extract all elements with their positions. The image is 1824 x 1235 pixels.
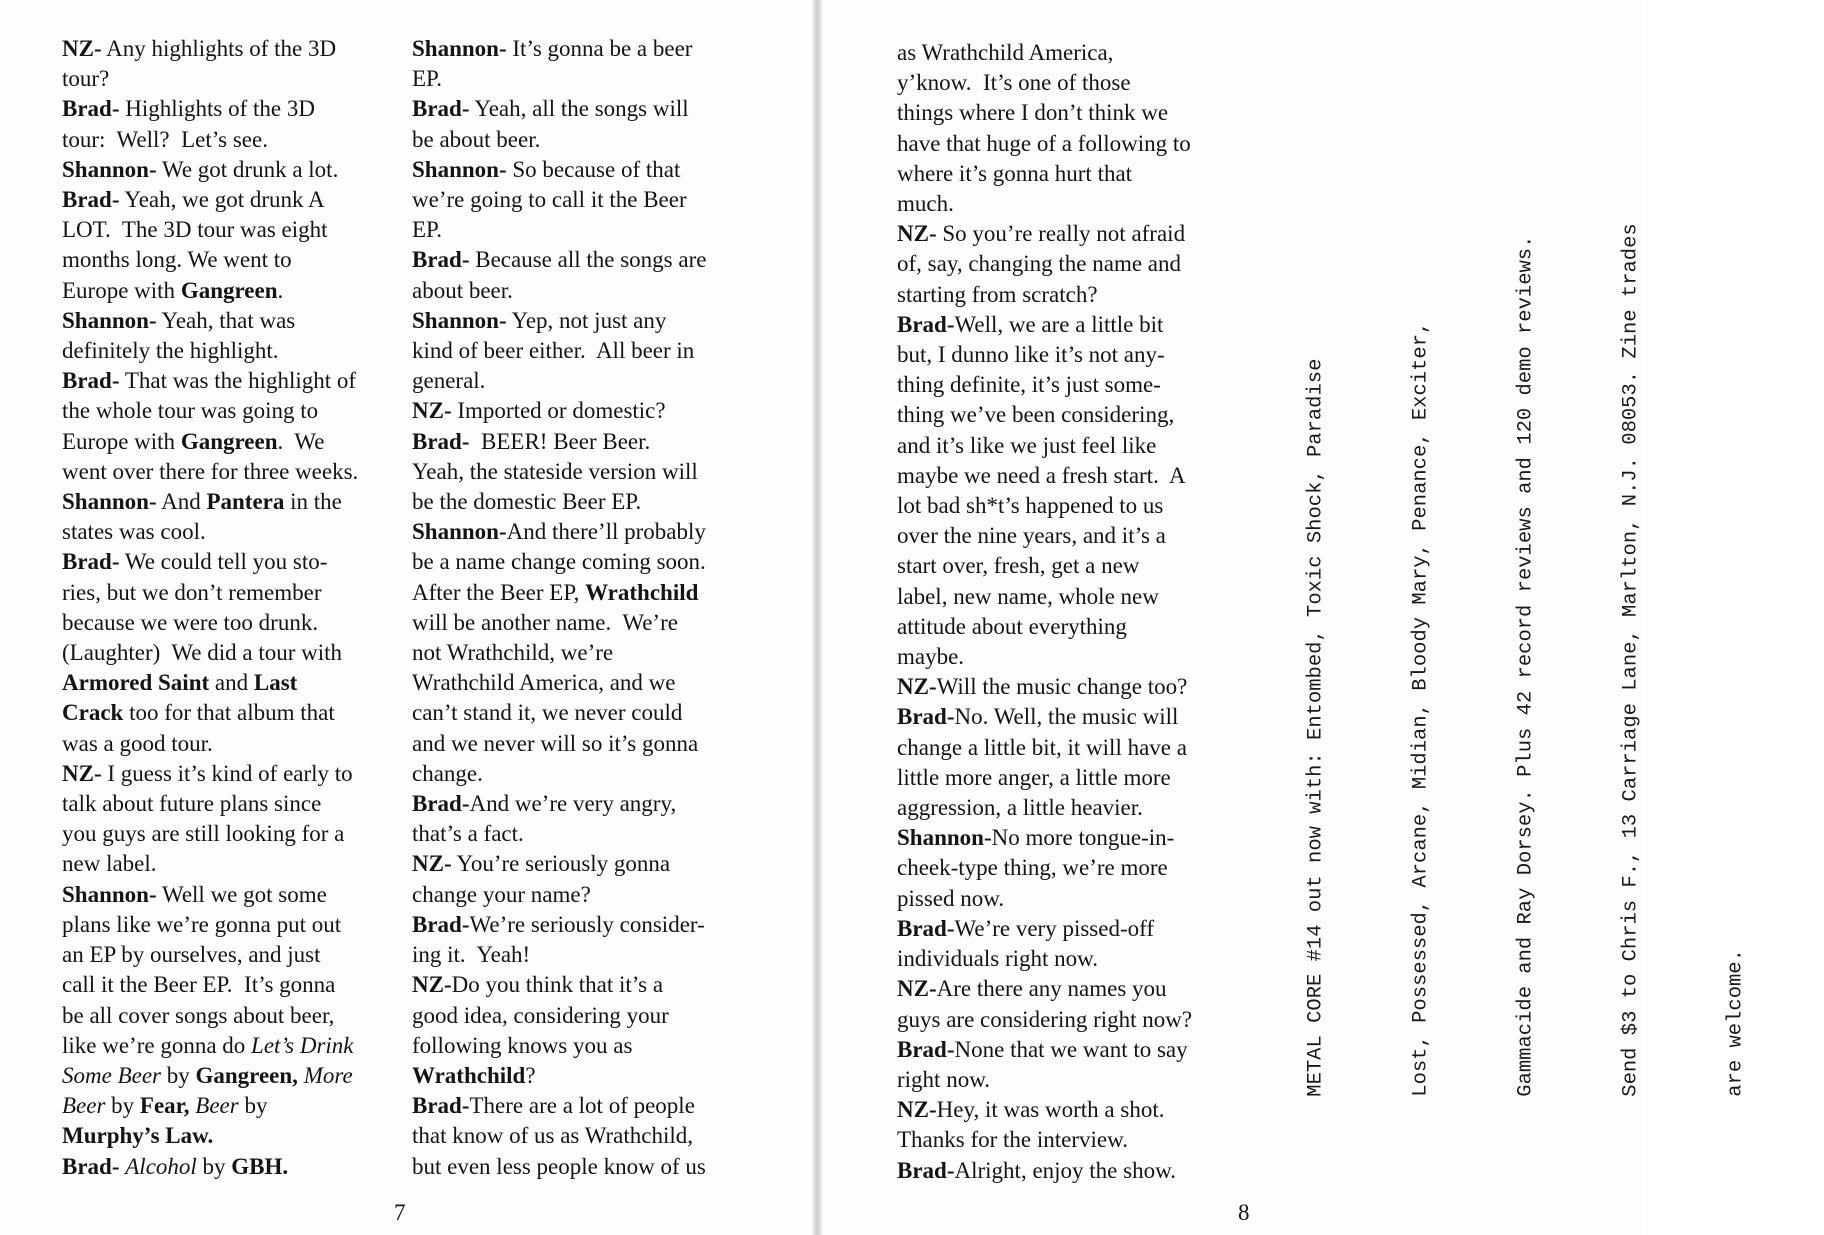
text-line xyxy=(62,547,392,577)
line-text: Highlights of the 3D xyxy=(119,96,315,122)
text-line xyxy=(897,884,1237,914)
italic-text: Beer xyxy=(195,1093,239,1119)
bold-text: Brad- xyxy=(62,96,120,122)
line-text: Yep, not just any xyxy=(506,307,667,333)
line-text: be all cover songs about beer, xyxy=(62,1002,335,1028)
bold-text: Shannon- xyxy=(62,881,157,907)
bold-text: Armored Saint xyxy=(62,670,210,696)
line-text: that know of us as Wrathchild, xyxy=(412,1123,693,1149)
bold-text: Brad- xyxy=(412,1093,470,1119)
text-line xyxy=(897,310,1237,340)
line-text: Imported or domestic? xyxy=(451,398,666,424)
text-line xyxy=(62,1152,392,1182)
text-line xyxy=(897,853,1237,883)
line-text: states was cool. xyxy=(62,519,206,545)
text-line xyxy=(897,461,1237,491)
line-text: by xyxy=(196,1153,232,1179)
line-text: you guys are still looking for a xyxy=(62,821,345,847)
text-line xyxy=(62,910,392,940)
line-text: following knows you as xyxy=(412,1032,633,1058)
line-text: EP. xyxy=(412,217,443,243)
line-text: call it the Beer EP. It’s gonna xyxy=(62,972,336,998)
bold-text: Shannon- xyxy=(62,489,157,515)
line-text: pissed now. xyxy=(897,885,1005,911)
text-line xyxy=(897,974,1237,1004)
bold-text: Brad- xyxy=(62,549,120,575)
italic-text: Beer xyxy=(62,1093,106,1119)
bold-text: Wrathchild xyxy=(412,1062,526,1088)
ad-line: Gammacide and Ray Dorsey. Plus 42 record reviews and 120 demo reviews. xyxy=(1514,235,1538,1097)
text-line xyxy=(412,276,742,306)
line-text: where it’s gonna hurt that xyxy=(897,160,1133,186)
text-line xyxy=(897,1156,1237,1186)
text-line xyxy=(62,880,392,910)
line-text: You’re seriously gonna xyxy=(451,851,671,877)
line-text: talk about future plans since xyxy=(62,791,322,817)
interview-column-1 xyxy=(62,34,392,1182)
line-text: Yeah, that was xyxy=(156,307,296,333)
line-text: and xyxy=(209,670,254,696)
line-text: So because of that xyxy=(506,156,681,182)
text-line xyxy=(412,849,742,879)
text-line xyxy=(897,431,1237,461)
text-line xyxy=(412,608,742,638)
bold-text: Shannon- xyxy=(412,36,507,61)
bold-text: Crack xyxy=(62,700,124,726)
page-number-left: 7 xyxy=(394,1200,406,1225)
ad-line: METAL CORE #14 out now with: Entombed, Toxic Shock, Paradise xyxy=(1304,358,1328,1097)
text-line xyxy=(897,521,1237,551)
text-line xyxy=(62,1061,392,1091)
text-line xyxy=(412,759,742,789)
bold-text: Brad- xyxy=(412,428,470,454)
text-line xyxy=(412,487,742,517)
text-line xyxy=(897,38,1237,68)
bold-text: NZ- xyxy=(897,221,937,247)
text-line xyxy=(897,370,1237,400)
italic-text: More xyxy=(303,1062,353,1088)
bold-text: GBH. xyxy=(231,1153,289,1179)
line-text: We’re very pissed-off xyxy=(954,915,1155,941)
line-text: that’s a fact. xyxy=(412,821,524,847)
text-line xyxy=(62,457,392,487)
line-text: by xyxy=(105,1093,140,1119)
bold-text: Wrathchild xyxy=(585,579,699,605)
bold-text: Last xyxy=(253,670,298,696)
text-line xyxy=(897,98,1237,128)
text-line xyxy=(62,1031,392,1061)
line-text: Well we got some xyxy=(156,881,327,907)
line-text: We’re seriously consider- xyxy=(469,911,705,937)
bold-text: Brad- xyxy=(897,311,955,337)
line-text: definitely the highlight. xyxy=(62,338,279,364)
line-text: BEER! Beer Beer. xyxy=(469,428,651,454)
bold-text: Gangreen xyxy=(180,277,278,303)
text-line xyxy=(412,34,742,64)
text-line xyxy=(412,457,742,487)
text-line xyxy=(62,427,392,457)
line-text: tour: Well? Let’s see. xyxy=(62,126,268,152)
bold-text: Brad- xyxy=(62,1153,120,1179)
line-text: Yeah, the stateside version will xyxy=(412,458,698,484)
line-text: things where I don’t think we xyxy=(897,100,1169,126)
text-line xyxy=(412,125,742,155)
bold-text: Brad- xyxy=(62,368,120,394)
line-text: plans like we’re gonna put out xyxy=(62,911,342,937)
bold-text: NZ- xyxy=(897,976,937,1002)
line-text: but even less people know of us xyxy=(412,1153,706,1179)
text-line xyxy=(897,672,1237,702)
line-text: of, say, changing the name and xyxy=(897,251,1181,277)
line-text: as Wrathchild America, xyxy=(897,40,1114,65)
line-text: Yeah, all the songs will xyxy=(469,96,689,122)
text-line xyxy=(412,396,742,426)
text-line xyxy=(62,185,392,215)
text-line xyxy=(897,1035,1237,1065)
text-line xyxy=(62,940,392,970)
text-line xyxy=(62,849,392,879)
interview-column-2 xyxy=(412,34,742,1182)
bold-text: Brad- xyxy=(897,704,955,730)
bold-text: Shannon- xyxy=(62,307,157,333)
bold-text: Shannon- xyxy=(412,156,507,182)
text-line xyxy=(62,729,392,759)
text-line xyxy=(897,1065,1237,1095)
line-text: will be another name. We’re xyxy=(412,609,678,635)
line-text: . We xyxy=(277,428,325,454)
text-line xyxy=(62,1121,392,1151)
line-text: Hey, it was worth a shot. xyxy=(936,1097,1165,1123)
line-text: have that huge of a following to xyxy=(897,130,1191,156)
line-text: much. xyxy=(897,191,954,217)
text-line xyxy=(412,64,742,94)
line-text: EP. xyxy=(412,66,443,92)
bold-text: Brad- xyxy=(412,911,470,937)
text-line xyxy=(62,1001,392,1031)
text-line xyxy=(412,910,742,940)
line-text: change your name? xyxy=(412,881,591,907)
bold-text: NZ- xyxy=(412,851,452,877)
text-line xyxy=(412,789,742,819)
text-line xyxy=(897,914,1237,944)
text-line xyxy=(897,551,1237,581)
text-line xyxy=(412,1152,742,1182)
text-line xyxy=(897,400,1237,430)
line-text: tour? xyxy=(62,66,110,92)
line-text: about beer. xyxy=(412,277,513,303)
text-line xyxy=(412,1001,742,1031)
line-text: starting from scratch? xyxy=(897,281,1098,307)
line-text: went over there for three weeks. xyxy=(62,458,359,484)
bold-text: NZ- xyxy=(897,674,937,700)
line-text: but, I dunno like it’s not any- xyxy=(897,342,1165,368)
text-line xyxy=(62,276,392,306)
bold-text: NZ- xyxy=(412,398,452,424)
line-text: was a good tour. xyxy=(62,730,213,756)
line-text: good idea, considering your xyxy=(412,1002,669,1028)
text-line xyxy=(897,944,1237,974)
line-text: attitude about everything xyxy=(897,613,1127,639)
line-text: the whole tour was going to xyxy=(62,398,319,424)
ad-line: Lost, Possessed, Arcane, Midian, Bloody Mary, Penance, Exciter, xyxy=(1409,321,1433,1097)
text-line xyxy=(412,366,742,396)
bold-text: Shannon- xyxy=(412,307,507,333)
line-text: Do you think that it’s a xyxy=(451,972,664,998)
text-line xyxy=(412,1091,742,1121)
text-line xyxy=(62,366,392,396)
line-text: start over, fresh, get a new xyxy=(897,553,1140,579)
line-text: can’t stand it, we never could xyxy=(412,700,683,726)
text-line xyxy=(412,1061,742,1091)
line-text: in the xyxy=(284,489,342,515)
line-text: be about beer. xyxy=(412,126,541,152)
line-text: We could tell you sto- xyxy=(119,549,328,575)
text-line xyxy=(897,340,1237,370)
bold-text: Murphy’s Law. xyxy=(62,1123,214,1149)
line-text: And there’ll probably xyxy=(506,519,706,545)
bold-text: Brad- xyxy=(897,915,955,941)
text-line xyxy=(62,638,392,668)
text-line xyxy=(412,306,742,336)
line-text: like we’re gonna do xyxy=(62,1032,252,1058)
text-line xyxy=(897,763,1237,793)
text-line xyxy=(62,970,392,1000)
line-text: general. xyxy=(412,368,486,394)
bold-text: Gangreen xyxy=(180,428,278,454)
bold-text: Brad- xyxy=(62,187,120,213)
text-line xyxy=(62,578,392,608)
text-line xyxy=(412,155,742,185)
text-line xyxy=(62,759,392,789)
text-line xyxy=(897,219,1237,249)
bold-text: NZ- xyxy=(897,1097,937,1123)
line-text: aggression, a little heavier. xyxy=(897,795,1143,821)
line-text: None that we want to say xyxy=(954,1036,1188,1062)
text-line xyxy=(412,729,742,759)
line-text: by xyxy=(161,1062,196,1088)
left-page xyxy=(0,0,815,1235)
line-text: ing it. Yeah! xyxy=(412,942,531,968)
line-text: Thanks for the interview. xyxy=(897,1127,1128,1153)
text-line xyxy=(412,698,742,728)
bold-text: Shannon- xyxy=(412,519,507,545)
zine-advertisement-text xyxy=(1229,223,1824,1096)
text-line xyxy=(897,280,1237,310)
text-line xyxy=(62,34,392,64)
text-line xyxy=(412,578,742,608)
line-text: change a little bit, it will have a xyxy=(897,734,1187,760)
text-line xyxy=(897,612,1237,642)
line-text: Wrathchild America, and we xyxy=(412,670,676,696)
italic-text: Alcohol xyxy=(125,1153,197,1179)
text-line xyxy=(62,698,392,728)
line-text: lot bad sh*t’s happened to us xyxy=(897,493,1164,519)
text-line xyxy=(897,1095,1237,1125)
text-line xyxy=(897,68,1237,98)
line-text: cheek-type thing, we’re more xyxy=(897,855,1168,881)
text-line xyxy=(62,336,392,366)
line-text: Yeah, we got drunk A xyxy=(119,187,325,213)
text-line xyxy=(62,819,392,849)
line-text: So you’re really not afraid xyxy=(936,221,1186,247)
text-line xyxy=(897,702,1237,732)
text-line xyxy=(897,189,1237,219)
line-text: We got drunk a lot. xyxy=(156,156,339,182)
text-line xyxy=(897,642,1237,672)
text-line xyxy=(412,245,742,275)
line-text: and it’s like we just feel like xyxy=(897,432,1157,458)
bold-text: Brad- xyxy=(897,1036,955,1062)
text-line xyxy=(62,64,392,94)
bold-text: NZ- xyxy=(412,972,452,998)
text-line xyxy=(897,733,1237,763)
text-line xyxy=(897,159,1237,189)
line-text: kind of beer either. All beer in xyxy=(412,338,695,364)
line-text: ries, but we don’t remember xyxy=(62,579,322,605)
text-line xyxy=(897,491,1237,521)
line-text: Any highlights of the 3D xyxy=(101,36,337,61)
line-text: label, new name, whole new xyxy=(897,583,1159,609)
text-line xyxy=(897,1005,1237,1035)
text-line xyxy=(412,547,742,577)
line-text: thing definite, it’s just some- xyxy=(897,372,1161,398)
line-text: It’s gonna be a beer xyxy=(506,36,693,61)
line-text: (Laughter) We did a tour with xyxy=(62,640,343,666)
text-line xyxy=(62,517,392,547)
line-text: . xyxy=(277,277,284,303)
text-line xyxy=(897,823,1237,853)
line-text: I guess it’s kind of early to xyxy=(101,760,353,786)
line-text: maybe we need a fresh start. A xyxy=(897,462,1186,488)
text-line xyxy=(62,396,392,426)
bold-text: Brad- xyxy=(412,791,470,817)
bold-text: Brad- xyxy=(412,247,470,273)
italic-text: Let’s Drink xyxy=(251,1032,354,1058)
text-line xyxy=(62,94,392,124)
text-line xyxy=(62,215,392,245)
text-line xyxy=(62,1091,392,1121)
text-line xyxy=(412,1031,742,1061)
line-text: Well, we are a little bit xyxy=(954,311,1164,337)
line-text: thing we’ve been considering, xyxy=(897,402,1175,428)
bold-text: Fear, xyxy=(139,1093,190,1119)
page-number-right: 8 xyxy=(1238,1200,1250,1225)
text-line xyxy=(412,668,742,698)
interview-column-3 xyxy=(897,38,1237,1186)
text-line xyxy=(897,1125,1237,1155)
line-text: There are a lot of people xyxy=(469,1093,695,1119)
bold-text: Brad- xyxy=(897,1157,955,1183)
line-text: over the nine years, and it’s a xyxy=(897,523,1166,549)
text-line xyxy=(412,638,742,668)
bold-text: NZ- xyxy=(62,36,102,61)
line-text: That was the highlight of xyxy=(119,368,357,394)
text-line xyxy=(412,819,742,849)
bold-text: NZ- xyxy=(62,760,102,786)
line-text: And xyxy=(156,489,207,515)
text-line xyxy=(412,940,742,970)
line-text: Alright, enjoy the show. xyxy=(954,1157,1176,1183)
line-text: right now. xyxy=(897,1066,991,1092)
line-text: Will the music change too? xyxy=(936,674,1188,700)
line-text: not Wrathchild, we’re xyxy=(412,640,614,666)
text-line xyxy=(412,336,742,366)
line-text: ? xyxy=(525,1062,536,1088)
text-line xyxy=(412,970,742,1000)
bold-text: Gangreen, xyxy=(195,1062,298,1088)
line-text: No. Well, the music will xyxy=(954,704,1179,730)
text-line xyxy=(897,793,1237,823)
line-text: LOT. The 3D tour was eight xyxy=(62,217,328,243)
line-text: months long. We went to xyxy=(62,247,292,273)
bold-text: Shannon- xyxy=(62,156,157,182)
bold-text: Pantera xyxy=(206,489,285,515)
text-line xyxy=(62,155,392,185)
text-line xyxy=(412,880,742,910)
line-text: we’re going to call it the Beer xyxy=(412,187,687,213)
text-line xyxy=(62,668,392,698)
line-text: by xyxy=(238,1093,268,1119)
text-line xyxy=(412,1121,742,1151)
line-text: individuals right now. xyxy=(897,946,1099,972)
line-text: new label. xyxy=(62,851,157,877)
text-line xyxy=(412,517,742,547)
line-text: After the Beer EP, xyxy=(412,579,586,605)
line-text: No more tongue-in- xyxy=(991,825,1175,851)
line-text: too for that album that xyxy=(123,700,335,726)
line-text: an EP by ourselves, and just xyxy=(62,942,321,968)
text-line xyxy=(412,94,742,124)
text-line xyxy=(897,582,1237,612)
text-line xyxy=(62,487,392,517)
line-text: and we never will so it’s gonna xyxy=(412,730,699,756)
text-line xyxy=(897,129,1237,159)
bold-text: Shannon- xyxy=(897,825,992,851)
line-text: change. xyxy=(412,760,483,786)
text-line xyxy=(412,185,742,215)
line-text: because we were too drunk. xyxy=(62,609,319,635)
text-line xyxy=(897,249,1237,279)
line-text: Europe with xyxy=(62,428,181,454)
line-text: little more anger, a little more xyxy=(897,764,1171,790)
text-line xyxy=(62,306,392,336)
line-text: be a name change coming soon. xyxy=(412,549,706,575)
line-text: Because all the songs are xyxy=(469,247,707,273)
bold-text: Brad- xyxy=(412,96,470,122)
ad-line: Send $3 to Chris F., 13 Carriage Lane, Marlton, N.J. 08053. Zine trades xyxy=(1619,223,1643,1097)
text-line xyxy=(62,608,392,638)
italic-text: Some Beer xyxy=(62,1062,161,1088)
text-line xyxy=(412,427,742,457)
text-line xyxy=(62,245,392,275)
line-text: be the domestic Beer EP. xyxy=(412,489,642,515)
text-line xyxy=(62,789,392,819)
text-line xyxy=(412,215,742,245)
line-text: Europe with xyxy=(62,277,181,303)
ad-line: are welcome. xyxy=(1724,949,1748,1097)
line-text: maybe. xyxy=(897,644,965,670)
line-text: And we’re very angry, xyxy=(469,791,677,817)
line-text: Are there any names you xyxy=(936,976,1167,1002)
line-text: y’know. It’s one of those xyxy=(897,70,1131,96)
text-line xyxy=(62,125,392,155)
line-text: guys are considering right now? xyxy=(897,1006,1193,1032)
